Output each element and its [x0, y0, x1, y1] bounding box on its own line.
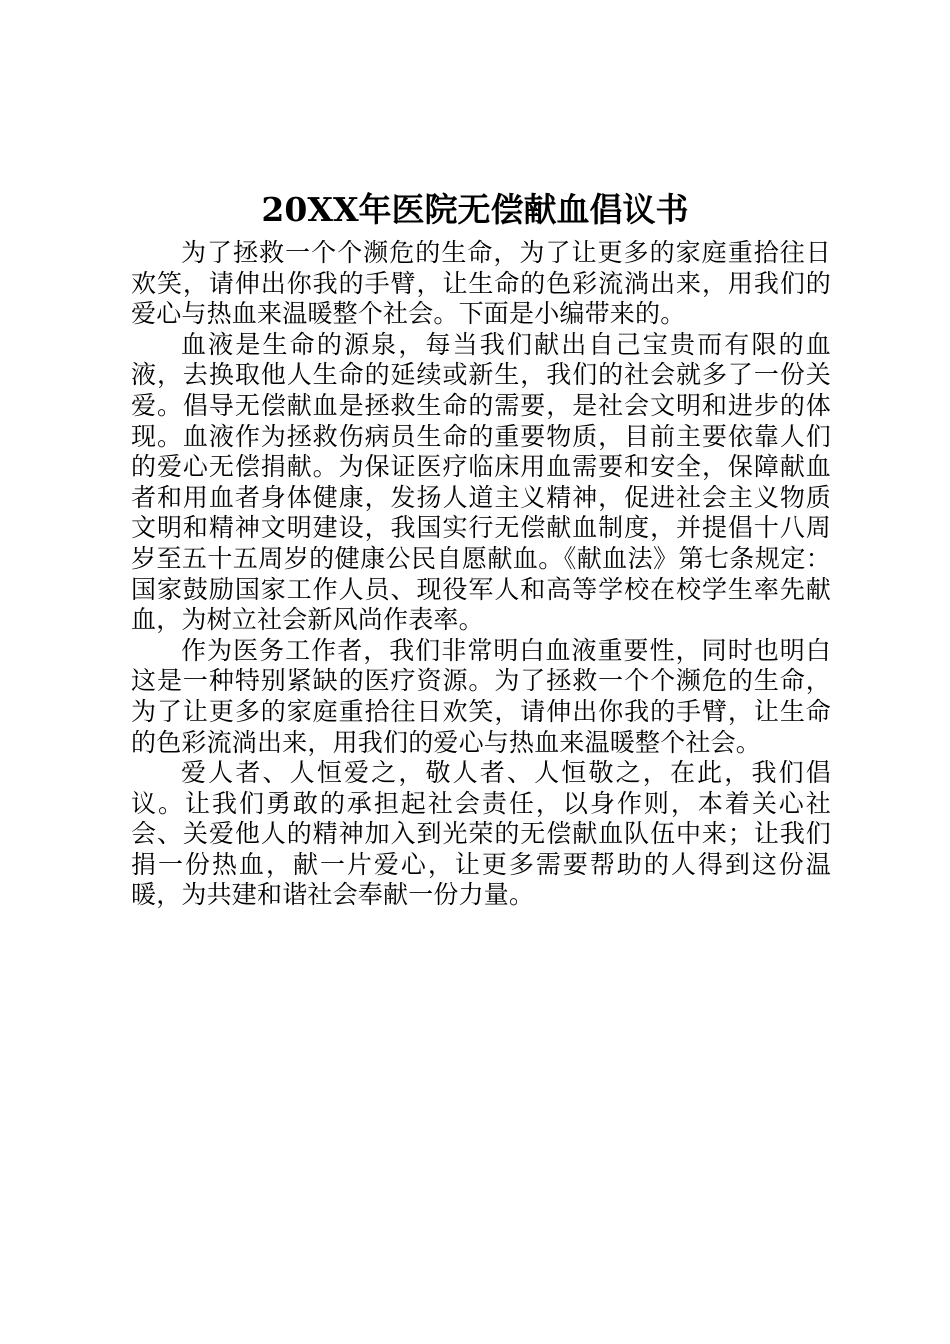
paragraph-proposal: 爱人者、人恒爱之，敬人者、人恒敬之，在此，我们倡议。让我们勇敢的承担起社会责任，以身作则，本着关心社会、关爱他人的精神加入到光荣的无偿献血队伍中来；让我们捐一份热血，献一片爱心，让更多需要帮助的人得到这份温暖，为共建和谐社会奉献一份力量。	[131, 758, 831, 910]
paragraph-intro: 为了拯救一个个濒危的生命，为了让更多的家庭重拾往日欢笑，请伸出你我的手臂，让生命的色彩流淌出来，用我们的爱心与热血来温暖整个社会。下面是小编带来的。	[131, 238, 831, 329]
paragraph-blood-source: 血液是生命的源泉，每当我们献出自己宝贵而有限的血液，去换取他人生命的延续或新生，我们的社会就多了一份关爱。倡导无偿献血是拯救生命的需要，是社会文明和进步的体现。血液作为拯救伤病员生命的重要物质，目前主要依靠人们的爱心无偿捐献。为保证医疗临床用血需要和安全，保障献血者和用血者身体健康，发扬人道主义精神，促进社会主义物质文明和精神文明建设，我国实行无偿献血制度，并提倡十八周岁至五十五周岁的健康公民自愿献血。《献血法》第七条规定：国家鼓励国家工作人员、现役军人和高等学校在校学生率先献血，为树立社会新风尚作表率。	[131, 329, 831, 635]
document-title: 20XX年医院无偿献血倡议书	[261, 190, 689, 229]
document-body	[131, 238, 831, 911]
paragraph-medical-workers: 作为医务工作者，我们非常明白血液重要性，同时也明白这是一种特别紧缺的医疗资源。为了拯救一个个濒危的生命，为了让更多的家庭重拾往日欢笑，请伸出你我的手臂，让生命的色彩流淌出来，用我们的爱心与热血来温暖整个社会。	[131, 635, 831, 757]
